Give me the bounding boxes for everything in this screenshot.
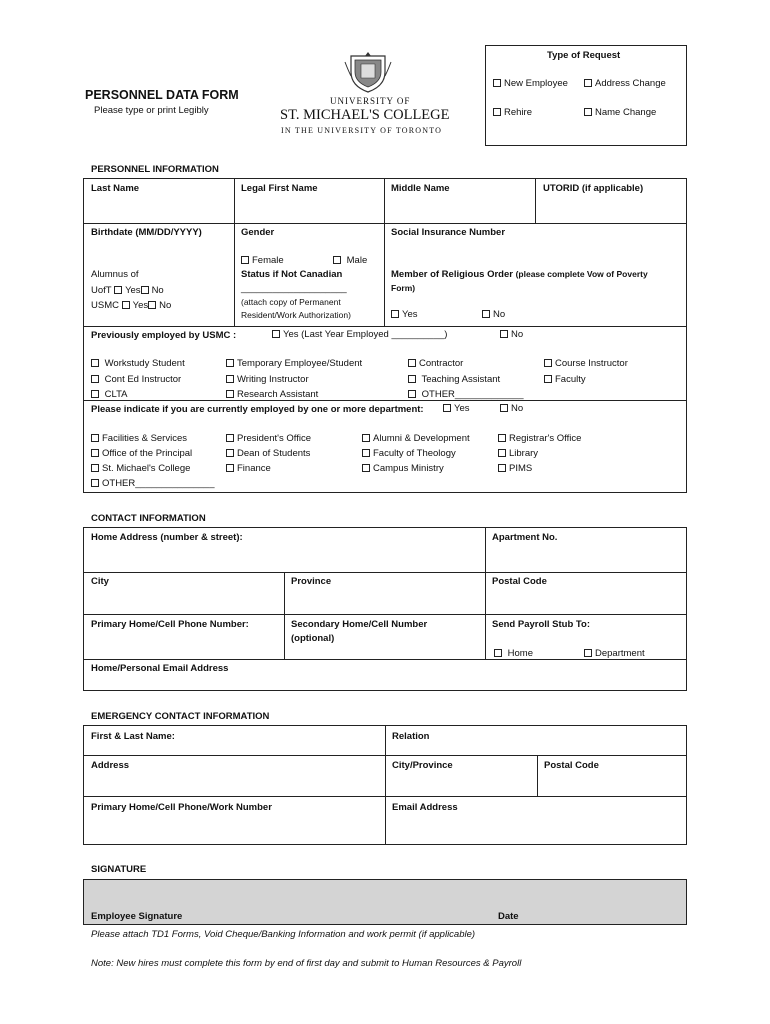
province-label: Province <box>291 576 332 587</box>
birthdate-label: Birthdate (MM/DD/YYYY) <box>91 227 202 238</box>
checkbox-icon[interactable] <box>226 434 234 442</box>
email-label: Home/Personal Email Address <box>91 663 229 674</box>
smc-label: St. Michael's College <box>102 463 191 474</box>
payroll-home-label: Home <box>507 648 533 659</box>
usmc-label: USMC <box>91 300 119 311</box>
checkbox-icon[interactable] <box>362 449 370 457</box>
checkbox-icon[interactable] <box>362 464 370 472</box>
checkbox-icon[interactable] <box>584 108 592 116</box>
course-instructor-option[interactable] <box>544 358 628 369</box>
checkbox-icon[interactable] <box>498 449 506 457</box>
checkbox-icon[interactable] <box>544 359 552 367</box>
city-label: City <box>91 576 109 587</box>
college-crest-icon <box>343 50 393 94</box>
finance-label: Finance <box>237 463 271 474</box>
theology-label: Faculty of Theology <box>373 448 456 459</box>
payroll-department-option[interactable] <box>584 648 645 659</box>
checkbox-icon[interactable] <box>91 479 99 487</box>
checkbox-icon[interactable] <box>226 449 234 457</box>
alumnus-uoft-row <box>91 285 164 296</box>
attach-documents-note: Please attach TD1 Forms, Void Cheque/Banking Information and work permit (if applicable) <box>91 929 476 940</box>
checkbox-icon[interactable] <box>226 359 234 367</box>
new-employee-option[interactable] <box>493 78 568 89</box>
course-instructor-label: Course Instructor <box>555 358 628 369</box>
contractor-option[interactable] <box>408 358 463 369</box>
smc-option[interactable] <box>91 463 190 474</box>
logo-university-of-toronto: IN THE UNIVERSITY OF TORONTO <box>281 126 443 135</box>
secondary-phone-label: Secondary Home/Cell Number <box>291 619 428 630</box>
registrar-label: Registrar's Office <box>509 433 582 444</box>
president-option[interactable] <box>226 433 311 444</box>
finance-option[interactable] <box>226 463 271 474</box>
checkbox-icon[interactable] <box>241 256 249 264</box>
prev-no-label: No <box>511 329 524 340</box>
new-hire-note: Note: New hires must complete this form by end of first day and submit to Human Resources & Payroll <box>91 958 522 969</box>
checkbox-icon[interactable] <box>91 375 99 383</box>
gender-label: Gender <box>241 227 275 238</box>
facilities-label: Facilities & Services <box>102 433 187 444</box>
checkbox-icon[interactable] <box>498 464 506 472</box>
checkbox-icon[interactable] <box>584 649 592 657</box>
date-label: Date <box>498 911 519 922</box>
rehire-option[interactable] <box>493 107 532 118</box>
checkbox-icon[interactable] <box>122 301 130 309</box>
apartment-label: Apartment No. <box>492 532 558 543</box>
temp-employee-option[interactable] <box>226 358 362 369</box>
address-change-option[interactable] <box>584 78 666 89</box>
religious-no-label: No <box>493 309 506 320</box>
logo-university-of: UNIVERSITY OF <box>330 96 411 106</box>
current-no-option[interactable] <box>500 403 523 414</box>
usmc-yes-label: Yes <box>132 300 149 311</box>
utorid-label: UTORID (if applicable) <box>543 183 644 194</box>
prev-no-option[interactable] <box>500 329 523 340</box>
faculty-label: Faculty <box>555 374 586 385</box>
religious-yes-option[interactable] <box>391 309 418 320</box>
checkbox-icon[interactable] <box>226 375 234 383</box>
payroll-stub-label: Send Payroll Stub To: <box>492 619 590 630</box>
library-option[interactable] <box>498 448 538 459</box>
religious-yes-label: Yes <box>402 309 418 320</box>
personnel-section-title: PERSONNEL INFORMATION <box>91 164 219 175</box>
pims-option[interactable] <box>498 463 532 474</box>
checkbox-icon[interactable] <box>272 330 280 338</box>
last-name-label: Last Name <box>91 183 140 194</box>
temp-employee-label: Temporary Employee/Student <box>237 358 363 369</box>
type-of-request-title: Type of Request <box>547 50 621 61</box>
religious-note-2: Form) <box>391 283 416 293</box>
sin-label: Social Insurance Number <box>391 227 506 238</box>
teaching-option[interactable] <box>408 374 500 385</box>
contact-section-title: CONTACT INFORMATION <box>91 513 206 524</box>
cont-ed-option[interactable] <box>91 374 181 385</box>
ministry-option[interactable] <box>362 463 444 474</box>
status-field-line[interactable]: ____________________ <box>241 283 347 294</box>
current-no-label: No <box>511 403 524 414</box>
checkbox-icon[interactable] <box>148 301 156 309</box>
emergency-section-title: EMERGENCY CONTACT INFORMATION <box>91 711 270 722</box>
research-label: Research Assistant <box>237 389 319 400</box>
form-subtitle: Please type or print Legibly <box>94 105 209 116</box>
teaching-label: Teaching Assistant <box>421 374 501 385</box>
checkbox-icon[interactable] <box>584 79 592 87</box>
library-label: Library <box>509 448 539 459</box>
president-label: President's Office <box>237 433 311 444</box>
dean-label: Dean of Students <box>237 448 311 459</box>
clta-label: CLTA <box>104 389 128 400</box>
religious-no-option[interactable] <box>482 309 505 320</box>
religious-note: (please complete Vow of Poverty <box>515 269 648 279</box>
alumni-option[interactable] <box>362 433 470 444</box>
uoft-no-label: No <box>151 285 164 296</box>
prev-yes-label: Yes (Last Year Employed __________) <box>283 329 448 340</box>
relation-label: Relation <box>392 731 430 742</box>
checkbox-icon[interactable] <box>408 390 416 398</box>
male-label: Male <box>346 255 368 266</box>
payroll-home-option[interactable] <box>494 648 533 659</box>
other1-label: OTHER_____________ <box>421 389 524 400</box>
writing-label: Writing Instructor <box>237 374 309 385</box>
checkbox-icon[interactable] <box>494 649 502 657</box>
emergency-email-label: Email Address <box>392 802 458 813</box>
ministry-label: Campus Ministry <box>373 463 444 474</box>
employee-signature-label: Employee Signature <box>91 911 183 922</box>
contractor-label: Contractor <box>419 358 464 369</box>
uoft-label: UofT <box>91 285 112 296</box>
address-change-label: Address Change <box>595 78 666 89</box>
other2-label: OTHER_______________ <box>102 478 215 489</box>
primary-phone-label: Primary Home/Cell Phone Number: <box>91 619 249 630</box>
current-yes-option[interactable] <box>443 403 470 414</box>
form-title: PERSONNEL DATA FORM <box>85 88 239 102</box>
checkbox-icon[interactable] <box>500 330 508 338</box>
checkbox-icon[interactable] <box>408 375 416 383</box>
workstudy-option[interactable] <box>91 358 185 369</box>
other1-option[interactable] <box>408 389 524 400</box>
checkbox-icon[interactable] <box>498 434 506 442</box>
checkbox-icon[interactable] <box>544 375 552 383</box>
alumnus-label: Alumnus of <box>91 269 139 280</box>
status-label: Status if Not Canadian <box>241 269 343 280</box>
registrar-option[interactable] <box>498 433 581 444</box>
writing-option[interactable] <box>226 374 309 385</box>
pims-label: PIMS <box>509 463 533 474</box>
checkbox-icon[interactable] <box>333 256 341 264</box>
checkbox-icon[interactable] <box>226 464 234 472</box>
name-change-label: Name Change <box>595 107 657 118</box>
alumni-label: Alumni & Development <box>373 433 470 444</box>
payroll-department-label: Department <box>595 648 645 659</box>
name-change-option[interactable] <box>584 107 656 118</box>
checkbox-icon[interactable] <box>226 390 234 398</box>
principal-label: Office of the Principal <box>102 448 193 459</box>
checkbox-icon[interactable] <box>500 404 508 412</box>
emergency-address-label: Address <box>91 760 130 771</box>
clta-option[interactable] <box>91 389 128 400</box>
checkbox-icon[interactable] <box>482 310 490 318</box>
theology-option[interactable] <box>362 448 456 459</box>
principal-option[interactable] <box>91 448 192 459</box>
emergency-name-label: First & Last Name: <box>91 731 175 742</box>
city-province-label: City/Province <box>392 760 453 771</box>
alumnus-usmc-row <box>91 300 171 311</box>
attach-note-2: Resident/Work Authorization) <box>241 310 351 320</box>
checkbox-icon[interactable] <box>141 286 149 294</box>
signature-section-title: SIGNATURE <box>91 864 147 875</box>
checkbox-icon[interactable] <box>391 310 399 318</box>
rehire-label: Rehire <box>504 107 532 118</box>
home-address-label: Home Address (number & street): <box>91 532 243 543</box>
checkbox-icon[interactable] <box>443 404 451 412</box>
checkbox-icon[interactable] <box>91 449 99 457</box>
female-label: Female <box>252 255 284 266</box>
current-dept-label: Please indicate if you are currently employed by one or more department: <box>91 404 424 415</box>
previously-employed-label: Previously employed by USMC : <box>91 330 237 341</box>
checkbox-icon[interactable] <box>91 359 99 367</box>
checkbox-icon[interactable] <box>91 464 99 472</box>
checkbox-icon[interactable] <box>91 434 99 442</box>
current-yes-label: Yes <box>454 403 470 414</box>
faculty-option[interactable] <box>544 374 586 385</box>
attach-note-1: (attach copy of Permanent <box>241 297 341 307</box>
dean-option[interactable] <box>226 448 310 459</box>
checkbox-icon[interactable] <box>493 108 501 116</box>
checkbox-icon[interactable] <box>408 359 416 367</box>
religious-order-label <box>391 269 648 280</box>
optional-label: (optional) <box>291 633 335 644</box>
checkbox-icon[interactable] <box>91 390 99 398</box>
checkbox-icon[interactable] <box>362 434 370 442</box>
uoft-yes-label: Yes <box>125 285 141 296</box>
new-employee-label: New Employee <box>504 78 568 89</box>
legal-first-name-label: Legal First Name <box>241 183 318 194</box>
emergency-phone-label: Primary Home/Cell Phone/Work Number <box>91 802 272 813</box>
workstudy-label: Workstudy Student <box>104 358 185 369</box>
other2-option[interactable] <box>91 478 215 489</box>
research-option[interactable] <box>226 389 318 400</box>
religious-title: Member of Religious Order <box>391 269 513 280</box>
middle-name-label: Middle Name <box>391 183 450 194</box>
checkbox-icon[interactable] <box>114 286 122 294</box>
postal-code-label: Postal Code <box>492 576 547 587</box>
prev-yes-option[interactable] <box>272 329 447 340</box>
female-option[interactable] <box>241 255 284 266</box>
facilities-option[interactable] <box>91 433 187 444</box>
checkbox-icon[interactable] <box>493 79 501 87</box>
logo-college-name: ST. MICHAEL'S COLLEGE <box>280 107 450 123</box>
male-option[interactable] <box>333 255 367 266</box>
cont-ed-label: Cont Ed Instructor <box>104 374 182 385</box>
emergency-postal-label: Postal Code <box>544 760 599 771</box>
usmc-no-label: No <box>159 300 172 311</box>
